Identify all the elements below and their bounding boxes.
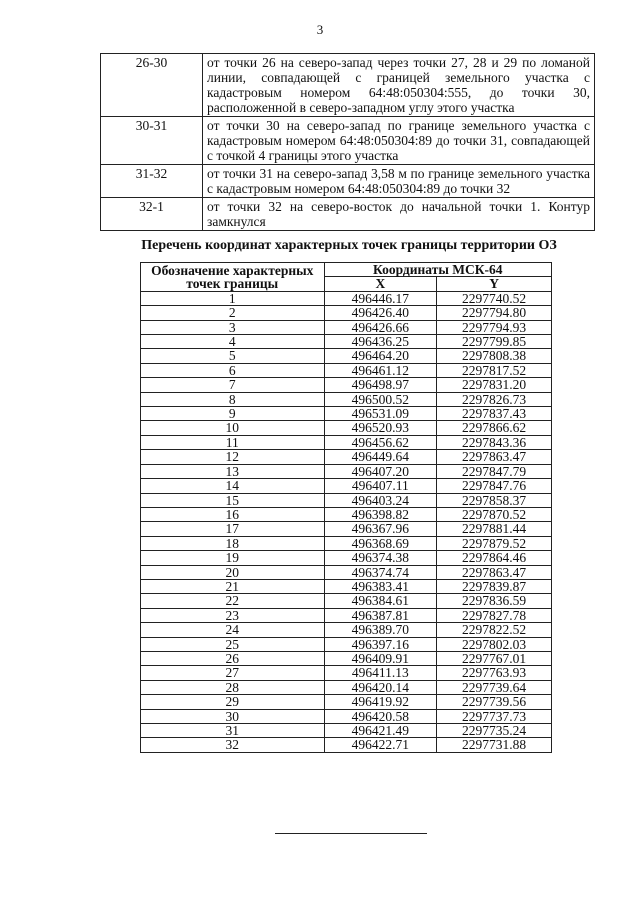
table-row <box>141 680 552 694</box>
segment-row <box>101 117 595 165</box>
y-coordinate: 2297817.52 <box>437 363 552 377</box>
x-coordinate: 496403.24 <box>324 493 437 507</box>
segment-range: 31-32 <box>101 165 203 198</box>
y-coordinate: 2297863.47 <box>437 450 552 464</box>
table-row <box>141 724 552 738</box>
segment-description: от точки 26 на северо-запад через точки 27, 28 и 29 по ломаной линии, совпадающей с границей земельного участка с кадастровым номером 64:48:050304:555, до точки 30, расположенной в северо-западном углу этого участка <box>203 54 595 117</box>
x-coordinate: 496374.74 <box>324 565 437 579</box>
table-row <box>141 421 552 435</box>
y-coordinate: 2297879.52 <box>437 536 552 550</box>
table-row <box>141 450 552 464</box>
table-row <box>141 594 552 608</box>
segment-range: 30-31 <box>101 117 203 165</box>
x-coordinate: 496374.38 <box>324 551 437 565</box>
point-number: 11 <box>141 435 325 449</box>
segment-row <box>101 54 595 117</box>
segment-row <box>101 198 595 231</box>
y-coordinate: 2297794.80 <box>437 306 552 320</box>
y-coordinate: 2297827.78 <box>437 608 552 622</box>
coordinates-heading: Перечень координат характерных точек границы территории ОЗ <box>141 238 557 253</box>
x-coordinate: 496500.52 <box>324 392 437 406</box>
point-number: 12 <box>141 450 325 464</box>
point-number: 25 <box>141 637 325 651</box>
y-coordinate: 2297731.88 <box>437 738 552 752</box>
table-row <box>141 363 552 377</box>
coords-system-header: Координаты МСК-64 <box>324 263 552 277</box>
table-row <box>141 579 552 593</box>
y-coordinate: 2297836.59 <box>437 594 552 608</box>
table-row <box>141 464 552 478</box>
table-row <box>141 608 552 622</box>
segment-description: от точки 31 на северо-запад 3,58 м по границе земельного участка с кадастровым номером 64:48:050304:89 до точки 32 <box>203 165 595 198</box>
point-number: 15 <box>141 493 325 507</box>
table-row <box>141 637 552 651</box>
y-coordinate: 2297881.44 <box>437 522 552 536</box>
y-coordinate: 2297808.38 <box>437 349 552 363</box>
point-number: 23 <box>141 608 325 622</box>
point-number: 19 <box>141 551 325 565</box>
y-coordinate: 2297866.62 <box>437 421 552 435</box>
point-number: 17 <box>141 522 325 536</box>
y-coordinate: 2297831.20 <box>437 378 552 392</box>
y-coordinate: 2297740.52 <box>437 291 552 305</box>
y-coordinate: 2297864.46 <box>437 551 552 565</box>
x-coordinate: 496422.71 <box>324 738 437 752</box>
point-number: 8 <box>141 392 325 406</box>
x-coordinate: 496367.96 <box>324 522 437 536</box>
point-number: 14 <box>141 479 325 493</box>
table-row <box>141 536 552 550</box>
table-row <box>141 507 552 521</box>
y-coordinate: 2297870.52 <box>437 507 552 521</box>
segment-description: от точки 32 на северо-восток до начальной точки 1. Контур замкнулся <box>203 198 595 231</box>
point-number: 10 <box>141 421 325 435</box>
table-row <box>141 335 552 349</box>
x-coordinate: 496421.49 <box>324 724 437 738</box>
segment-row <box>101 165 595 198</box>
x-coordinate: 496368.69 <box>324 536 437 550</box>
y-coordinate: 2297843.36 <box>437 435 552 449</box>
table-row <box>141 522 552 536</box>
point-number: 7 <box>141 378 325 392</box>
point-number: 32 <box>141 738 325 752</box>
point-number: 31 <box>141 724 325 738</box>
segment-range: 26-30 <box>101 54 203 117</box>
segment-description: от точки 30 на северо-запад по границе земельного участка с кадастровым номером 64:48:050304:89 до точки 31, совпадающей с точкой 4 границы этого участка <box>203 117 595 165</box>
x-coordinate: 496411.13 <box>324 666 437 680</box>
point-number: 6 <box>141 363 325 377</box>
table-row <box>141 392 552 406</box>
point-number: 30 <box>141 709 325 723</box>
y-coordinate: 2297739.56 <box>437 695 552 709</box>
y-coordinate: 2297837.43 <box>437 407 552 421</box>
point-number: 24 <box>141 623 325 637</box>
table-row <box>141 666 552 680</box>
point-number: 4 <box>141 335 325 349</box>
y-coordinate: 2297739.64 <box>437 680 552 694</box>
table-row <box>141 435 552 449</box>
x-coordinate: 496398.82 <box>324 507 437 521</box>
table-row <box>141 349 552 363</box>
point-number: 27 <box>141 666 325 680</box>
x-coordinate: 496383.41 <box>324 579 437 593</box>
table-row <box>141 709 552 723</box>
table-row <box>141 695 552 709</box>
x-coordinate: 496407.20 <box>324 464 437 478</box>
table-row <box>141 651 552 665</box>
coordinates-table <box>140 262 552 753</box>
x-coordinate: 496389.70 <box>324 623 437 637</box>
table-row <box>141 565 552 579</box>
x-coordinate: 496456.62 <box>324 435 437 449</box>
x-coordinate: 496397.16 <box>324 637 437 651</box>
x-coordinate: 496464.20 <box>324 349 437 363</box>
table-row <box>141 479 552 493</box>
boundary-description-table <box>100 53 595 231</box>
y-coordinate: 2297735.24 <box>437 724 552 738</box>
table-row <box>141 378 552 392</box>
point-number: 20 <box>141 565 325 579</box>
x-coordinate: 496419.92 <box>324 695 437 709</box>
x-coordinate: 496498.97 <box>324 378 437 392</box>
y-coordinate: 2297799.85 <box>437 335 552 349</box>
y-coordinate: 2297826.73 <box>437 392 552 406</box>
x-coordinate: 496449.64 <box>324 450 437 464</box>
y-coordinate: 2297847.76 <box>437 479 552 493</box>
table-row <box>141 738 552 752</box>
point-number: 9 <box>141 407 325 421</box>
x-coordinate: 496407.11 <box>324 479 437 493</box>
y-coordinate: 2297822.52 <box>437 623 552 637</box>
point-number: 2 <box>141 306 325 320</box>
point-number: 3 <box>141 320 325 334</box>
point-number: 5 <box>141 349 325 363</box>
x-coordinate: 496531.09 <box>324 407 437 421</box>
table-row <box>141 291 552 305</box>
y-coordinate: 2297839.87 <box>437 579 552 593</box>
y-coordinate: 2297737.73 <box>437 709 552 723</box>
x-coordinate: 496446.17 <box>324 291 437 305</box>
point-number: 13 <box>141 464 325 478</box>
table-row <box>141 551 552 565</box>
point-number: 26 <box>141 651 325 665</box>
point-number: 22 <box>141 594 325 608</box>
point-number: 18 <box>141 536 325 550</box>
y-coordinate: 2297802.03 <box>437 637 552 651</box>
x-coordinate: 496409.91 <box>324 651 437 665</box>
x-header: X <box>324 277 437 291</box>
y-coordinate: 2297763.93 <box>437 666 552 680</box>
y-coordinate: 2297863.47 <box>437 565 552 579</box>
y-coordinate: 2297767.01 <box>437 651 552 665</box>
x-coordinate: 496426.40 <box>324 306 437 320</box>
point-number: 1 <box>141 291 325 305</box>
x-coordinate: 496420.14 <box>324 680 437 694</box>
point-number: 16 <box>141 507 325 521</box>
y-coordinate: 2297794.93 <box>437 320 552 334</box>
point-number: 28 <box>141 680 325 694</box>
x-coordinate: 496461.12 <box>324 363 437 377</box>
y-coordinate: 2297858.37 <box>437 493 552 507</box>
x-coordinate: 496384.61 <box>324 594 437 608</box>
table-row <box>141 407 552 421</box>
x-coordinate: 496426.66 <box>324 320 437 334</box>
table-row <box>141 320 552 334</box>
point-number: 29 <box>141 695 325 709</box>
segment-range: 32-1 <box>101 198 203 231</box>
x-coordinate: 496436.25 <box>324 335 437 349</box>
y-header: Y <box>437 277 552 291</box>
y-coordinate: 2297847.79 <box>437 464 552 478</box>
point-number: 21 <box>141 579 325 593</box>
table-row <box>141 493 552 507</box>
footer-divider <box>275 833 427 834</box>
page-number: 3 <box>316 22 324 37</box>
x-coordinate: 496420.58 <box>324 709 437 723</box>
x-coordinate: 496387.81 <box>324 608 437 622</box>
point-label-header: Обозначение характерных точек границы <box>141 263 325 292</box>
table-row <box>141 306 552 320</box>
table-row <box>141 623 552 637</box>
x-coordinate: 496520.93 <box>324 421 437 435</box>
